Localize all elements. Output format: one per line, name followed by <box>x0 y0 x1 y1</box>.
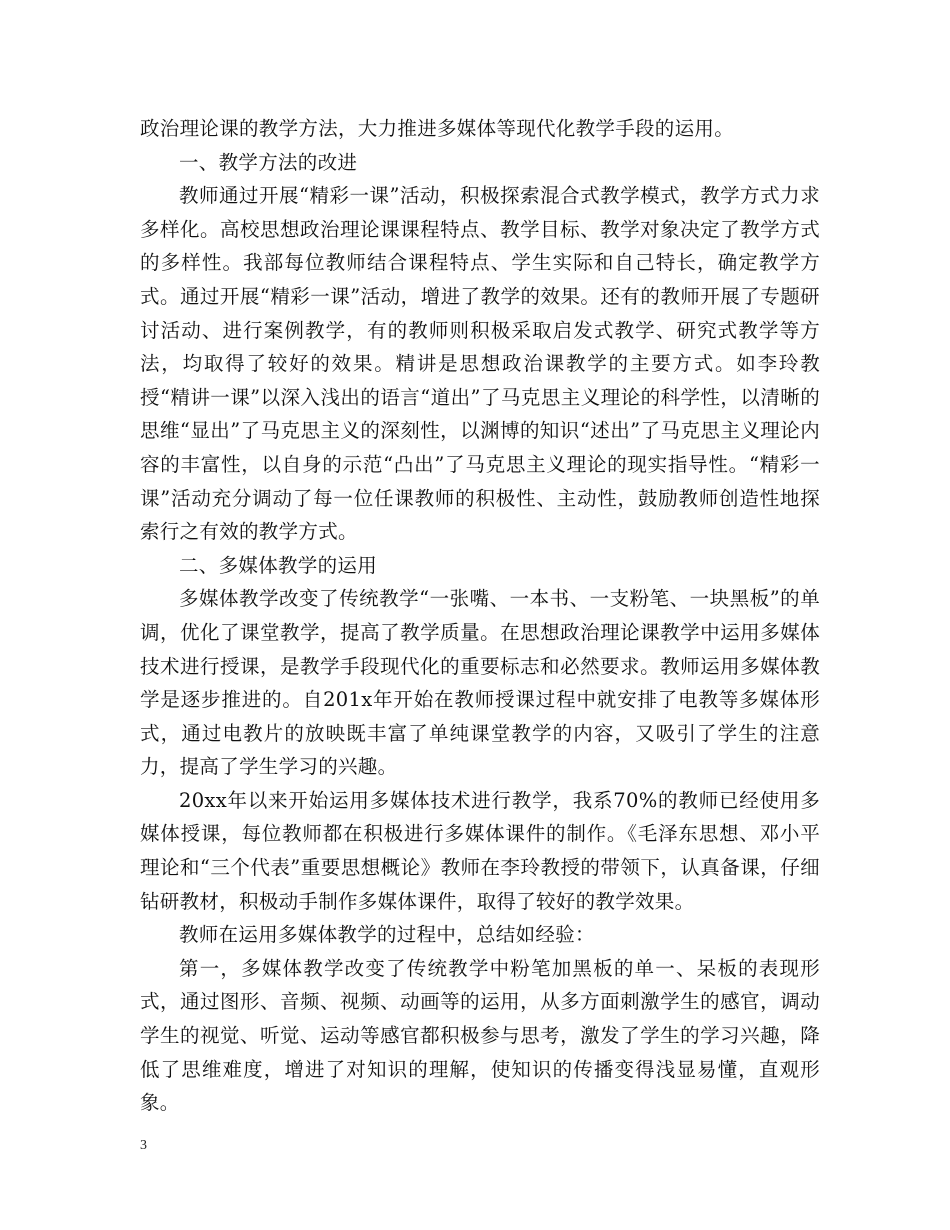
paragraph-continuation: 政治理论课的教学方法，大力推进多媒体等现代化教学手段的运用。 <box>140 117 735 140</box>
body-text <box>140 112 820 1120</box>
paragraph-teaching-methods: 教师通过开展“精彩一课”活动，积极探索混合式教学模式，教学方式力求多样化。高校思想政治理论课课程特点、教学目标、教学对象决定了教学方式的多样性。我部每位教师结合课程特点、学生实际和自己特长，确定教学方式。通过开展“精彩一课”活动，增进了教学的效果。还有的教师开展了专题研讨活动、进行案例教学，有的教师则积极采取启发式教学、研究式教学等方法，均取得了较好的效果。精讲是思想政治课教学的主要方式。如李玲教授“精讲一课”以深入浅出的语言“道出”了马克思主义理论的科学性，以清晰的思维“显出”了马克思主义的深刻性，以渊博的知识“述出”了马克思主义理论内容的丰富性，以自身的示范“凸出”了马克思主义理论的现实指导性。“精彩一课”活动充分调动了每一位任课教师的积极性、主动性，鼓励教师创造性地探索行之有效的教学方式。 <box>140 184 820 544</box>
paragraph-multimedia-intro: 多媒体教学改变了传统教学“一张嘴、一本书、一支粉笔、一块黑板”的单调，优化了课堂教学，提高了教学质量。在思想政治理论课教学中运用多媒体技术进行授课，是教学手段现代化的重要标志和必然要求。教师运用多媒体教学是逐步推进的。自201x年开始在教师授课过程中就安排了电教等多媒体形式，通过电教片的放映既丰富了单纯课堂教学的内容，又吸引了学生的注意力，提高了学生学习的兴趣。 <box>140 587 820 779</box>
paragraph-experience-first: 第一，多媒体教学改变了传统教学中粉笔加黑板的单一、呆板的表现形式，通过图形、音频、视频、动画等的运用，从多方面刺激学生的感官，调动学生的视觉、听觉、运动等感官都积极参与思考，激发了学生的学习兴趣，降低了思维难度，增进了对知识的理解，使知识的传播变得浅显易懂，直观形象。 <box>140 956 820 1115</box>
paragraph-experience-intro: 教师在运用多媒体教学的过程中，总结如经验： <box>179 923 595 947</box>
section-heading-teaching-methods: 一、教学方法的改进 <box>179 150 358 174</box>
page-number: 3 <box>140 1138 147 1153</box>
section-heading-multimedia: 二、多媒体教学的运用 <box>179 553 378 577</box>
paragraph-multimedia-adoption: 20xx年以来开始运用多媒体技术进行教学，我系70%的教师已经使用多媒体授课，每位教师都在积极进行多媒体课件的制作。《毛泽东思想、邓小平理论和“三个代表”重要思想概论》教师在李玲教授的带领下，认真备课，仔细钻研教材，积极动手制作多媒体课件，取得了较好的教学效果。 <box>140 788 820 913</box>
